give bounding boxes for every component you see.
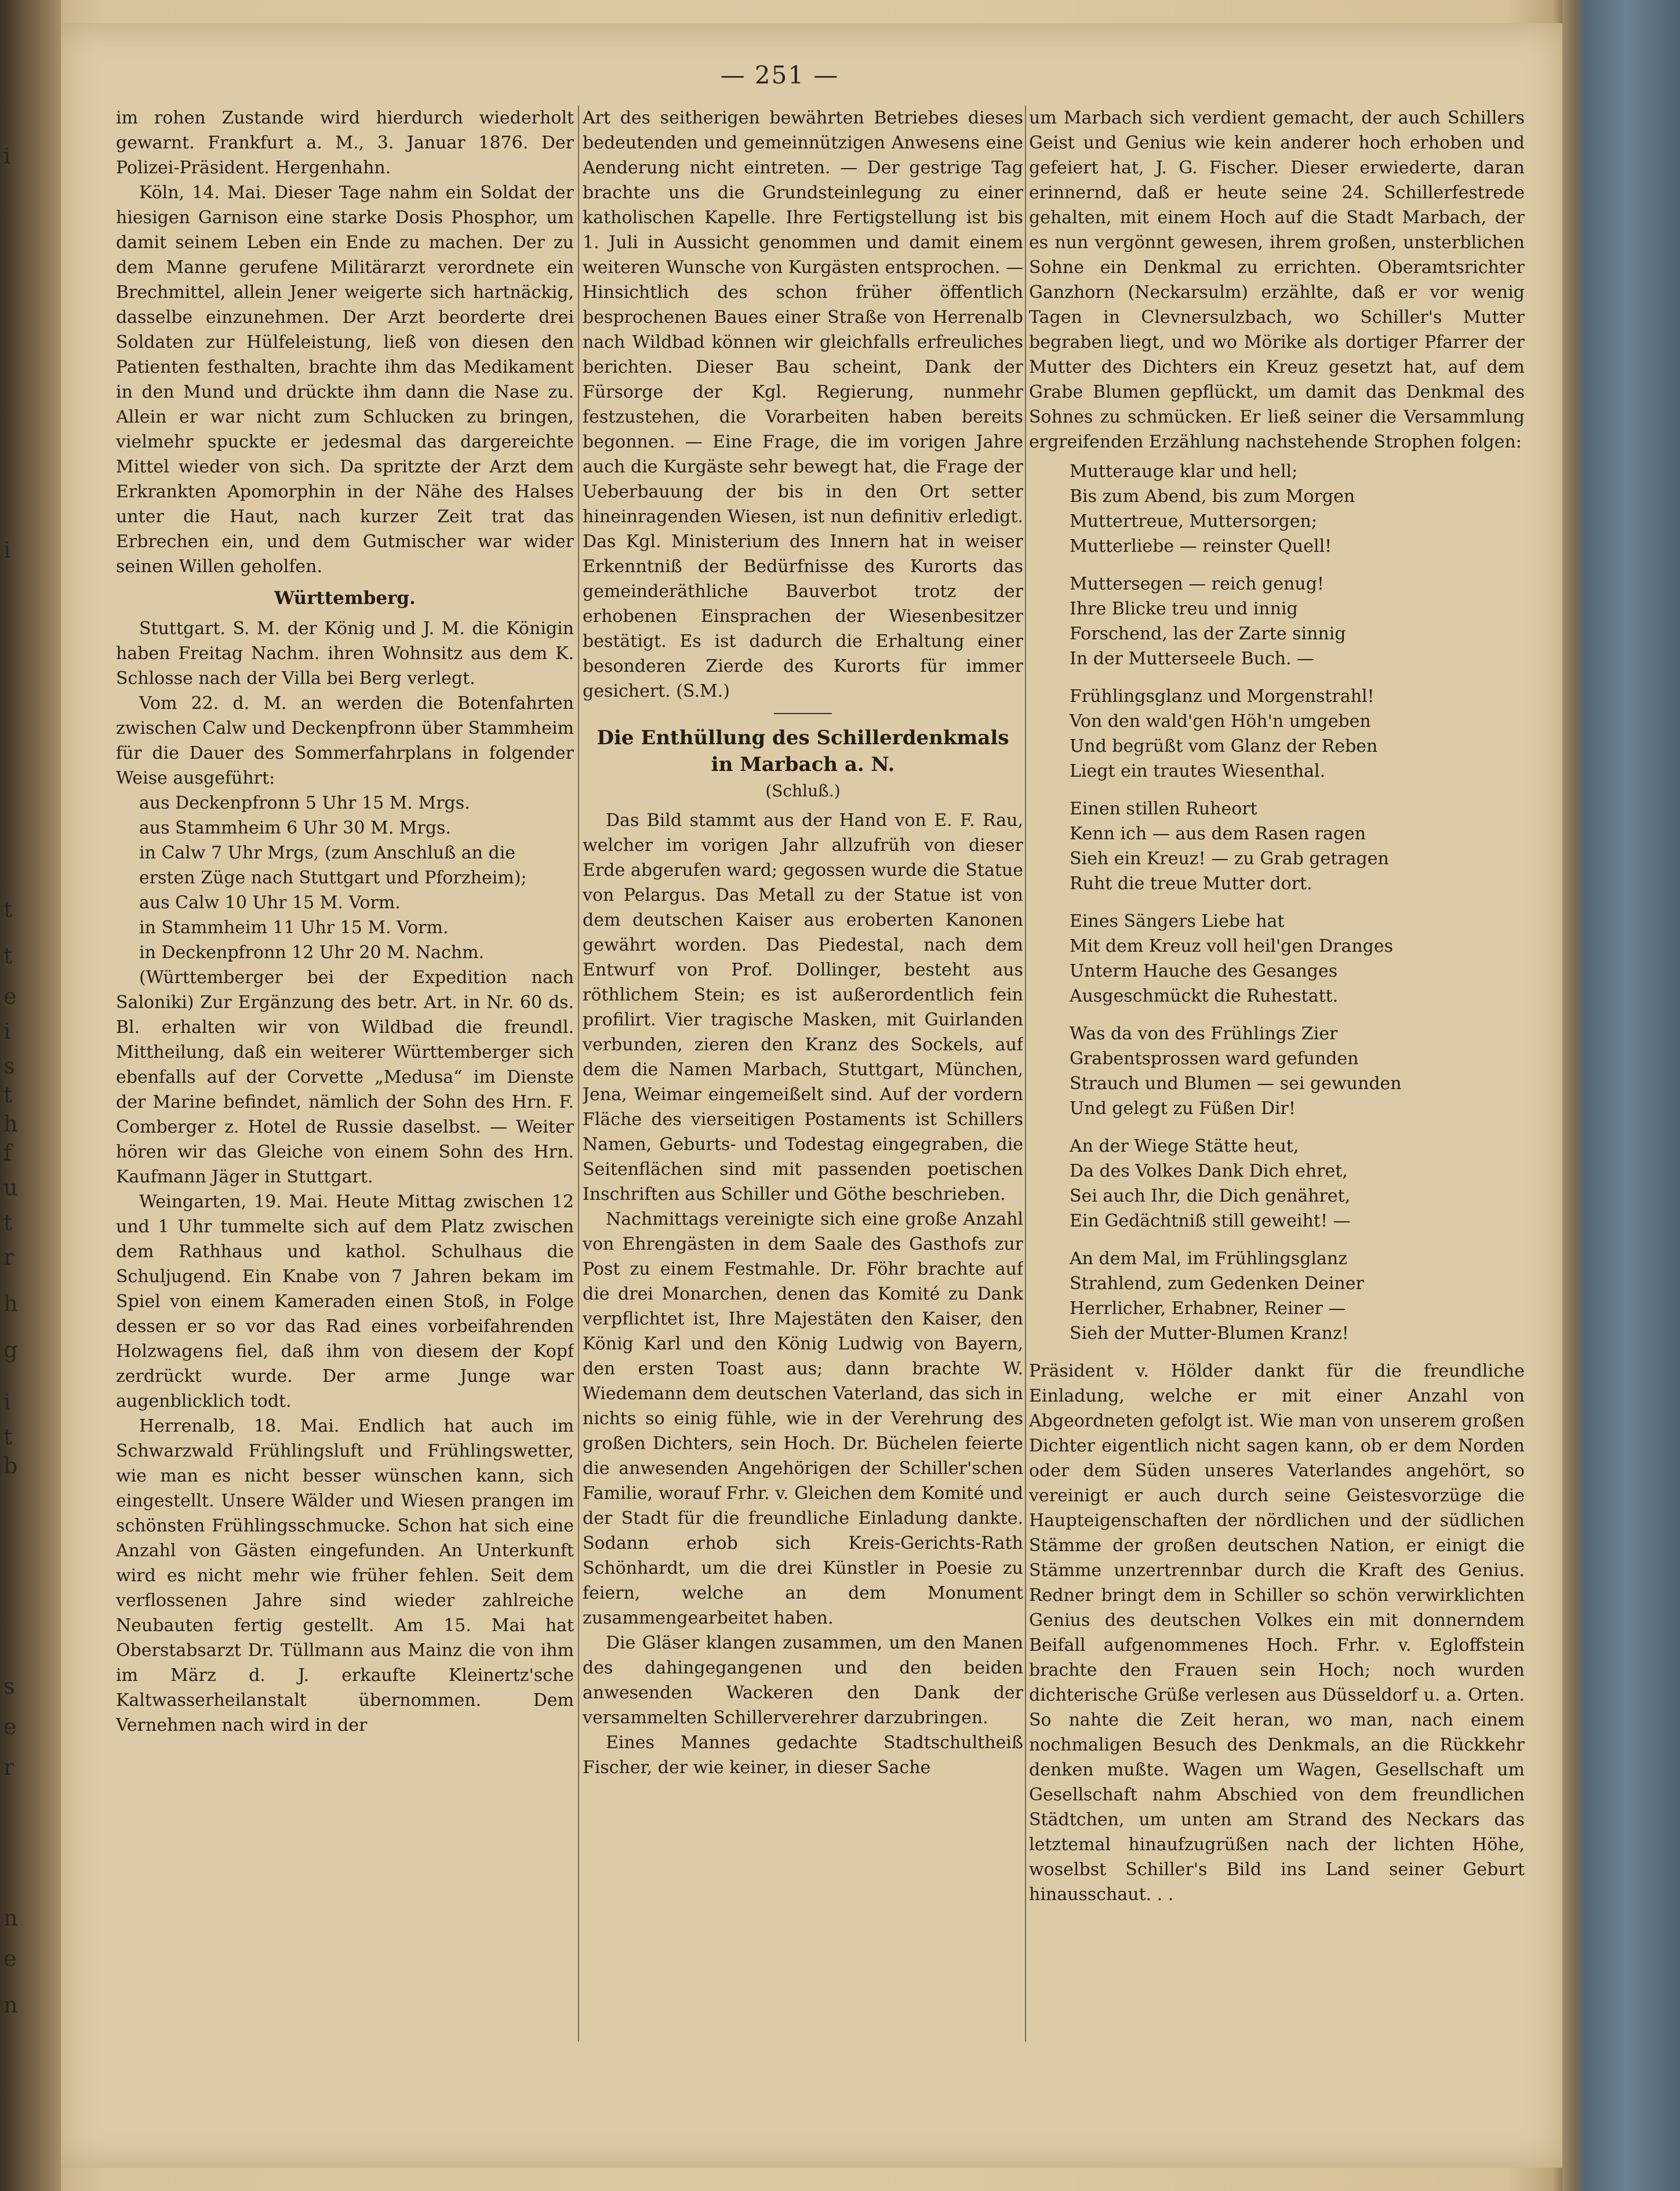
margin-fragment: e — [3, 1946, 17, 1971]
margin-fragment: t — [3, 1424, 13, 1450]
poem-stanza — [1070, 1246, 1525, 1346]
news-item-herrenalb: Herrenalb, 18. Mai. Endlich hat auch im Schwarzwald Frühlingsluft und Frühlingswetter, wie man es nicht besser wünschen kann, sich eingestellt. Unsere Wälder und Wiesen prangen im schönsten Frühlingsschmucke. Schon hat sich eine Anzahl von Gästen eingefunden. An Unterkunft wird es nicht mehr wie früher fehlen. Seit dem verflossenen Jahre sind wieder zahlreiche Neubauten fertig gestellt. Am 15. Mai hat Oberstabsarzt Dr. Tüllmann aus Mainz die von ihm im März d. J. erkaufte Kleinertz'sche Kaltwasserheilanstalt übernommen. Dem Vernehmen nach wird in der — [116, 1416, 574, 1735]
verse: Mit dem Kreuz voll heil'gen Dranges — [1070, 936, 1394, 956]
paragraph: um Marbach sich verdient gemacht, der auch Schillers Geist und Genius wie kein anderer hoch erhoben und gefeiert hat, J. G. Fischer. Dieser erwiederte, daran erinnernd, daß er heute seine 24. Schillerfestrede gehalten, mit einem Hoch auf die Stadt Marbach, der es nun vergönnt gewesen, ihrem großen, unsterblichen Sohne ein Denkmal zu errichten. Oberamtsrichter Ganzhorn (Neckarsulm) erzählte, daß er vor wenig Tagen in Clevnersulzbach, wo Schiller's Mutter begraben liegt, und wo Mörike als dortiger Pfarrer der Mutter des Dichters ein Kreuz gesetzt hat, auf dem Grabe Blumen gepflückt, um damit das Denkmal des Sohnes zu schmücken. Er ließ seiner die Versammlung ergreifenden Erzählung nachstehende Strophen folgen: — [1029, 108, 1525, 452]
margin-fragment: t — [3, 897, 13, 922]
verse: Und begrüßt vom Glanz der Reben — [1070, 736, 1378, 756]
margin-fragment: h — [3, 1111, 18, 1137]
verse: Liegt ein trautes Wiesenthal. — [1070, 761, 1326, 781]
margin-fragment: n — [3, 1992, 18, 2018]
verse: Strahlend, zum Gedenken Deiner — [1070, 1273, 1364, 1294]
column-2 — [583, 105, 1023, 2041]
article-subtitle: (Schluß.) — [765, 781, 841, 800]
news-item-koeln: Köln, 14. Mai. Dieser Tage nahm ein Soldat der hiesigen Garnison eine starke Dosis Phosphor, um damit seinem Leben ein Ende zu machen. Der zu dem Manne gerufene Militärarzt verordnete ein Brechmittel, allein Jener weigerte sich hartnäckig, dasselbe einzunehmen. Der Arzt beorderte drei Soldaten zur Hülfeleistung, ließ von diesen den Patienten festhalten, brachte ihm das Medikament in den Mund und drückte ihm dann die Nase zu. Allein er war nicht zum Schlucken zu bringen, vielmehr spuckte er jedesmal das dargereichte Mittel wieder von sich. Da spritzte der Arzt dem Erkrankten Apomorphin in der Nähe des Halses unter die Haut, nach kurzer Zeit trat das Erbrechen ein, und dem Gutmischer war wider seinen Willen geholfen. — [116, 183, 574, 577]
verse: Sieh ein Kreuz! — zu Grab getragen — [1070, 849, 1389, 869]
news-item-botenfahrten: Vom 22. d. M. an werden die Botenfahrten zwischen Calw und Deckenpfronn über Stammheim für die Dauer des Sommerfahrplans in folgender Weise ausgeführt: — [116, 693, 574, 788]
schedule-line: aus Stammheim 6 Uhr 30 M. Mrgs. — [139, 818, 451, 838]
divider — [774, 713, 832, 714]
margin-fragment: i — [3, 537, 11, 563]
margin-fragment: u — [3, 1175, 18, 1200]
margin-fragment: t — [3, 943, 13, 969]
verse: Bis zum Abend, bis zum Morgen — [1070, 486, 1355, 507]
verse: Grabentsprossen ward gefunden — [1070, 1049, 1359, 1069]
verse: Ruht die treue Mutter dort. — [1070, 874, 1312, 894]
verse: Sei auch Ihr, die Dich genähret, — [1070, 1186, 1351, 1206]
verse: Ihre Blicke treu und innig — [1070, 599, 1298, 619]
book-binding-edge — [1562, 0, 1680, 2191]
verse: Frühlingsglanz und Morgenstrahl! — [1070, 686, 1374, 707]
verse: Muttersegen — reich genug! — [1070, 574, 1324, 594]
poem-stanza — [1070, 459, 1525, 559]
paragraph: Nachmittags vereinigte sich eine große Anzahl von Ehrengästen in dem Saale des Gasthofs zur Post zu einem Festmahle. Dr. Föhr brachte auf die drei Monarchen, denen das Komité zu Dank verpflichtet ist, Ihre Majestäten den Kaiser, den König Karl und den König Ludwig von Bayern, den ersten Toast aus; dann brachte W. Wiedemann dem deutschen Vaterland, das sich in nichts so einig fühle, wie in der Verehrung des großen Dichters, sein Hoch. Dr. Büchelen feierte die anwesenden Angehörigen der Schiller'schen Familie, worauf Frhr. v. Gleichen dem Komité und der Stadt für die freundliche Einladung dankte. Sodann erhob sich Kreis-Gerichts-Rath Schönhardt, um die drei Künstler in Poesie zu feiern, welche an dem Monument zusammengearbeitet haben. — [583, 1209, 1023, 1628]
verse: Ein Gedächtniß still geweiht! — — [1070, 1211, 1351, 1231]
news-item-stuttgart: Stuttgart. S. M. der König und J. M. die Königin haben Freitag Nachm. ihren Wohnsitz aus dem K. Schlosse nach der Villa bei Berg verlegt. — [116, 618, 574, 689]
paragraph: Das Bild stammt aus der Hand von E. F. Rau, welcher im vorigen Jahr allzufrüh von dieser Erde abgerufen ward; gegossen wurde die Statue von Pelargus. Das Metall zu der Statue ist von dem deutschen Kaiser aus eroberten Kanonen gewährt worden. Das Piedestal, nach dem Entwurf von Prof. Dollinger, besteht aus röthlichem Stein; es ist außerordentlich fein profilirt. Vier tragische Masken, mit Guirlanden verbunden, zieren den Kranz des Sockels, auf dem die Namen Marbach, Stuttgart, München, Jena, Weimar eingemeißelt sind. Auf der vordern Fläche des vierseitigen Postaments ist Schillers Namen, Geburts- und Todestag eingegraben, die Seitenflächen sind mit passenden poetischen Inschriften aus Schiller und Göthe beschrieben. — [583, 810, 1023, 1204]
section-heading: Württemberg. — [274, 588, 416, 609]
poem-stanza — [1070, 796, 1525, 896]
poem-stanza — [1070, 1134, 1525, 1233]
paragraph: Präsident v. Hölder dankt für die freundliche Einladung, welche er mit einer Anzahl von Abgeordneten gefolgt ist. Wie man von unserem großen Dichter eigentlich nicht sagen kann, ob er dem Norden oder dem Süden unseres Vaterlandes angehört, so vereinigt er auch durch seine Geistesvorzüge die Haupteigenschaften der nördlichen und der südlichen Stämme der großen deutschen Nation, er einigt die Stämme unzertrennbar durch die Kraft des Genius. Redner bringt dem in Schiller so schön verwirklichten Genius des deutschen Volkes ein mit donnerndem Beifall aufgenommenes Hoch. Frhr. v. Egloffstein brachte den Frauen sein Hoch; noch wurden dichterische Grüße verlesen aus Düsseldorf u. a. Orten. So nahte die Zeit heran, wo man, nach einem nochmaligen Besuch des Denkmals, an die Rückkehr denken mußte. Wagen um Wagen, Gesellschaft um Gesellschaft nahm Abschied von dem freundlichen Städtchen, um unten am Strand des Neckars das letztemal hinaufzugrüßen nach der lichten Höhe, woselbst Schiller's Bild ins Land seiner Geburt hinausschaut. . . — [1029, 1361, 1525, 1905]
verse: Sieh der Mutter-Blumen Kranz! — [1070, 1323, 1349, 1344]
verse: Mutterliebe — reinster Quell! — [1070, 536, 1332, 556]
margin-fragment: n — [3, 1905, 18, 1931]
verse: Eines Sängers Liebe hat — [1070, 911, 1285, 931]
margin-fragment: r — [3, 1755, 14, 1780]
paragraph: im rohen Zustande wird hierdurch wiederholt gewarnt. Frankfurt a. M., 3. Januar 1876. Der Polizei-Präsident. Hergenhahn. — [116, 108, 574, 178]
margin-fragment: b — [3, 1453, 18, 1479]
news-item-weingarten: Weingarten, 19. Mai. Heute Mittag zwischen 12 und 1 Uhr tummelte sich auf dem Platz zwischen dem Rathhaus und kathol. Schulhaus die Schuljugend. Ein Knabe von 7 Jahren bekam im Spiel von einem Kameraden einen Stoß, in Folge dessen er so vor das Rad eines vorbeifahrenden Holzwagens fiel, daß ihm von diesem der Kopf zerdrückt wurde. Der arme Junge war augenblicklich todt. — [116, 1192, 574, 1411]
verse: Herrlicher, Erhabner, Reiner — — [1070, 1298, 1346, 1319]
margin-fragment: i — [3, 143, 11, 169]
paragraph: Eines Mannes gedachte Stadtschultheiß Fischer, der wie keiner, in dieser Sache — [583, 1733, 1023, 1778]
news-item-saloniki: (Württemberger bei der Expedition nach Saloniki) Zur Ergänzung des betr. Art. in Nr. 60 ds. Bl. erhalten wir von Wildbad die freundl. Mittheilung, daß ein weiterer Württemberger sich ebenfalls auf der Corvette „Medusa“ im Dienste der Marine befindet, nämlich der Sohn des Hrn. F. Comberger z. Hotel de Russie daselbst. — Weiter hören wir das Gleiche von einem Sohn des Hrn. Kaufmann Jäger in Stuttgart. — [116, 967, 574, 1187]
left-page-edge — [0, 0, 61, 2191]
verse: An dem Mal, im Frühlingsglanz — [1070, 1249, 1348, 1269]
column-3 — [1029, 105, 1525, 2041]
column-rule — [578, 105, 579, 2041]
poem-stanza — [1070, 572, 1525, 671]
verse: Muttertreue, Muttersorgen; — [1070, 511, 1317, 532]
poem-stanza — [1070, 909, 1525, 1009]
margin-fragment: i — [3, 1389, 11, 1415]
verse: Strauch und Blumen — sei gewunden — [1070, 1073, 1402, 1094]
schedule-line: aus Deckenpfronn 5 Uhr 15 M. Mrgs. — [139, 793, 470, 813]
verse: Kenn ich — aus dem Rasen ragen — [1070, 824, 1366, 844]
schedule-line: in Deckenpfronn 12 Uhr 20 M. Nachm. — [139, 942, 485, 963]
margin-fragment: i — [3, 1018, 11, 1044]
verse: Mutterauge klar und hell; — [1070, 461, 1298, 482]
verse: Da des Volkes Dank Dich ehret, — [1070, 1161, 1348, 1181]
schedule-line: aus Calw 10 Uhr 15 M. Vorm. — [139, 893, 401, 913]
verse: Was da von des Frühlings Zier — [1070, 1024, 1338, 1044]
margin-fragment: t — [3, 1210, 13, 1235]
poem — [1070, 459, 1525, 1346]
poem-stanza — [1070, 684, 1525, 784]
page-number: — 251 — — [720, 61, 839, 89]
verse: Ausgeschmückt die Ruhestatt. — [1070, 986, 1339, 1006]
verse: An der Wiege Stätte heut, — [1070, 1136, 1299, 1156]
margin-fragment: f — [3, 1140, 12, 1166]
verse: Unterm Hauche des Gesanges — [1070, 961, 1338, 981]
verse: Und gelegt zu Füßen Dir! — [1070, 1098, 1296, 1119]
schedule-line: in Stammheim 11 Uhr 15 M. Vorm. — [139, 918, 449, 938]
schedule-line: in Calw 7 Uhr Mrgs, (zum Anschluß an die ersten Züge nach Stuttgart und Pforzheim); — [139, 843, 527, 888]
verse: In der Mutterseele Buch. — — [1070, 649, 1315, 669]
column-rule — [1025, 105, 1026, 2041]
paragraph: Die Gläser klangen zusammen, um den Manen des dahingegangenen und den beiden anwesenden Wackeren den Dank der versammelten Schillerverehrer darzubringen. — [583, 1633, 1023, 1728]
margin-fragment: e — [3, 984, 17, 1009]
margin-fragment: s — [3, 1673, 15, 1699]
verse: Von den wald'gen Höh'n umgeben — [1070, 711, 1371, 731]
verse: Einen stillen Ruheort — [1070, 799, 1257, 819]
poem-stanza — [1070, 1021, 1525, 1121]
margin-fragment: h — [3, 1291, 18, 1316]
column-1 — [116, 105, 574, 2041]
margin-fragment: g — [3, 1337, 18, 1363]
margin-fragment: r — [3, 1244, 14, 1270]
verse: Forschend, las der Zarte sinnig — [1070, 624, 1346, 644]
margin-fragment: t — [3, 1082, 13, 1108]
margin-fragment: e — [3, 1714, 17, 1739]
paragraph: Art des seitherigen bewährten Betriebes dieses bedeutenden und gemeinnützigen Anwesens eine Aenderung nicht eintreten. — Der gestrige Tag brachte uns die Grundsteinlegung zu einer katholischen Kapelle. Ihre Fertigstellung ist bis 1. Juli in Aussicht genommen und damit einem weiteren Wunsche von Kurgästen entsprochen. — Hinsichtlich des schon früher öffentlich besprochenen Baues einer Straße von Herrenalb nach Wildbad können wir gleichfalls erfreuliches berichten. Dieser Bau scheint, Dank der Fürsorge der Kgl. Regierung, nunmehr festzustehen, die Vorarbeiten haben bereits begonnen. — Eine Frage, die im vorigen Jahre auch die Kurgäste sehr bewegt hat, die Frage der Ueberbauung der bis in den Ort setter hineinragenden Wiesen, ist nun definitiv erledigt. Das Kgl. Ministerium des Innern hat in weiser Erkenntniß der Bedürfnisse des Kurorts das gemeinderäthliche Bauverbot trotz der erhobenen Einsprachen der Wiesenbesitzer bestätigt. Es ist dadurch die Erhaltung einer besonderen Zierde des Kurorts für immer gesichert. (S.M.) — [583, 108, 1023, 701]
article-title: Die Enthüllung des Schillerdenkmals in Marbach a. N. — [597, 726, 1009, 776]
margin-fragment: s — [3, 1053, 15, 1079]
